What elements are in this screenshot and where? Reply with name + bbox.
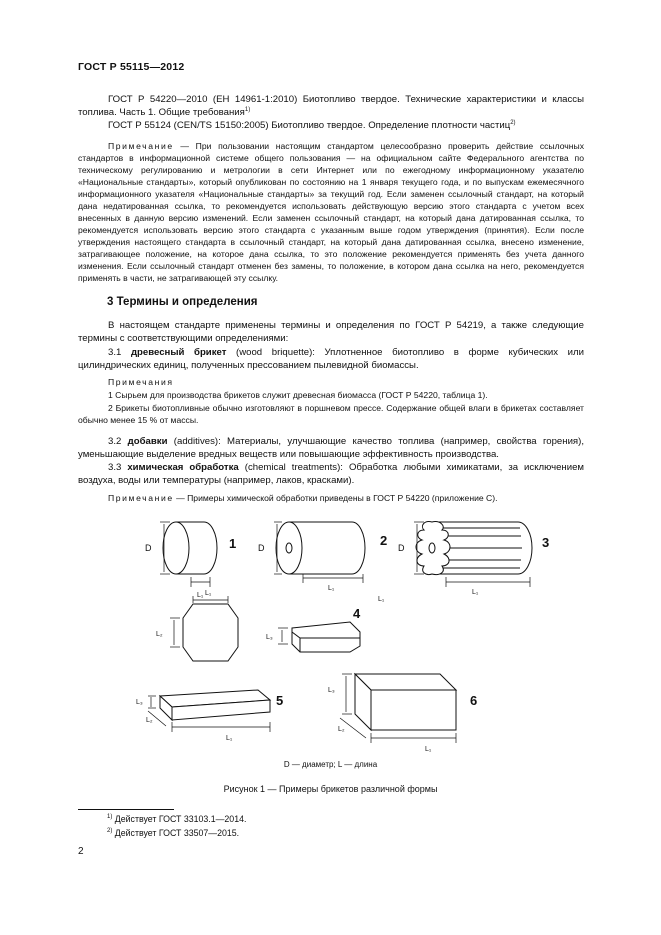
term-number: 3.2 [108,436,128,447]
term-definition: (additives): Материалы, улучшающие качество топлива (например, свойства горения), уменьшающие выделение вредных веществ или повышающие эффективность производства. [78,436,584,461]
shape-4-side-view [278,622,360,652]
note-label: Примечание [108,493,174,503]
note-text: — При пользовании настоящим стандартом целесообразно проверить действие ссылочных стандартов в информационной системе общего пользования — на официальном сайте Федерального агентства по техническому регулированию и метрологии в сети Интернет или по ежегодному информационному указателю «Национальные стандарты», который опубликован по состоянию на 1 января текущего года, и по выпускам ежемесячного информационного указателя «Национальные стандарты» за текущий год. Если заменен ссылочный стандарт, на который дана недатированная ссылка, то рекомендуется использовать действующую версию этого стандарта с учетом всех внесенных в данную версию изменений. Если заменен ссылочный стандарт, на который дана датированная ссылка, то рекомендуется использовать версию этого стандарта с указанным выше годом утверждения (принятия). Если после утверждения настоящего стандарта в ссылочный стандарт, на который дана датированная ссылка, внесено изменение, затрагивающее положение, на которое дана ссылка, то это положение рекомендуется применять без учета данного изменения. Если ссылочный стандарт отменен без замены, то положение, в котором дана ссылка на него, рекомендуется применять в части, не затрагивающей эту ссылку. [78,141,584,283]
note-item-2: 2 Брикеты биотопливные обычно изготовляют в поршневом прессе. Содержание общей влаги в брикетах составляет обычно менее 15 % от массы. [78,403,584,425]
notes-label-text: Примечания [108,377,174,387]
shape-number-2: 2 [380,533,388,548]
shape-6-large-box [340,674,456,743]
page-number: 2 [78,846,84,857]
reference-1-footnote-mark: 1) [244,107,251,114]
footnote-divider [78,809,174,810]
reference-2-footnote-mark: 2) [510,119,516,126]
label-l3-4: L₃ [266,634,273,641]
footnote-2 [107,828,239,838]
term-definition: (wood briquette): Уплотненное биотопливо в форме кубических или цилиндрических единиц, полученных прессованием пылевидной биомассы. [78,347,584,372]
reference-2-text: ГОСТ Р 55124 (CEN/TS 15150:2005) Биотопливо твердое. Определение плотности частиц [108,120,511,131]
shape-2-cylinder [274,522,365,583]
label-l2-4: L₂ [156,631,163,638]
term-number: 3.3 [108,462,128,473]
note-text: — Примеры химической обработки приведены в ГОСТ Р 54220 (приложение С). [173,493,498,503]
section-title: 3 Термины и определения [107,296,258,308]
label-d-1: D [145,543,152,553]
label-l3-6: L₃ [328,687,335,694]
shape-number-6: 6 [470,693,478,708]
label-l1-6: L₁ [425,746,432,753]
note-item-1: 1 Сырьем для производства брикетов служит древесная биомасса (ГОСТ Р 54220, таблица 1). [108,390,488,400]
footnote-2-mark: 2) [107,828,113,835]
label-d-2: D [258,543,265,553]
shape-4-octagonal-briquette [170,596,238,661]
section-intro: В настоящем стандарте применены термины и определения по ГОСТ Р 54219, а также следующие термины с соответствующими определениями: [78,320,584,345]
shape-5-flat-box [148,690,270,732]
shape-number-4: 4 [353,606,361,621]
footnote-2-text: Действует ГОСТ 33507—2015. [112,828,240,838]
term-name: добавки [127,436,168,447]
shape-3-grooved-cylinder [414,522,532,587]
reference-1-text: ГОСТ Р 54220—2010 (ЕН 14961-1:2010) Биотопливо твердое. Технические характеристики и классы топлива. Часть 1. Общие требования [78,94,584,119]
shape-number-1: 1 [229,536,237,551]
label-l1-5: L₁ [226,735,233,742]
label-l3-5: L₃ [136,699,143,706]
document-header: ГОСТ Р 55115—2012 [78,61,185,73]
term-name: древесный брикет [130,347,227,358]
label-l1-1: L₁ [197,592,204,599]
footnote-1-mark: 1) [107,814,113,821]
label-l1-4: L₁ [205,590,212,597]
shape-1-cylinder [160,522,217,587]
label-l1-2: L₁ [328,585,335,592]
figure-caption: Рисунок 1 — Примеры брикетов различной формы [223,784,438,794]
label-l2-6: L₂ [338,726,345,733]
label-d-3: D [398,543,405,553]
label-l1-extra: L₁ [378,596,385,603]
label-l1-3: L₁ [472,589,479,596]
shape-number-5: 5 [276,693,284,708]
footnote-1-text: Действует ГОСТ 33103.1—2014. [112,814,247,824]
figure-legend: D — диаметр; L — длина [283,760,378,769]
term-number: 3.1 [108,347,131,358]
note-label: Примечание [108,141,174,151]
label-l2-5: L₂ [146,717,153,724]
term-definition: (chemical treatments): Обработка любыми химикатами, за исключением воздуха, воды или температуры (например, лаков, красками). [78,462,585,487]
footnote-1 [107,814,246,824]
term-name: химическая обработка [127,462,239,473]
shape-number-3: 3 [542,535,550,550]
